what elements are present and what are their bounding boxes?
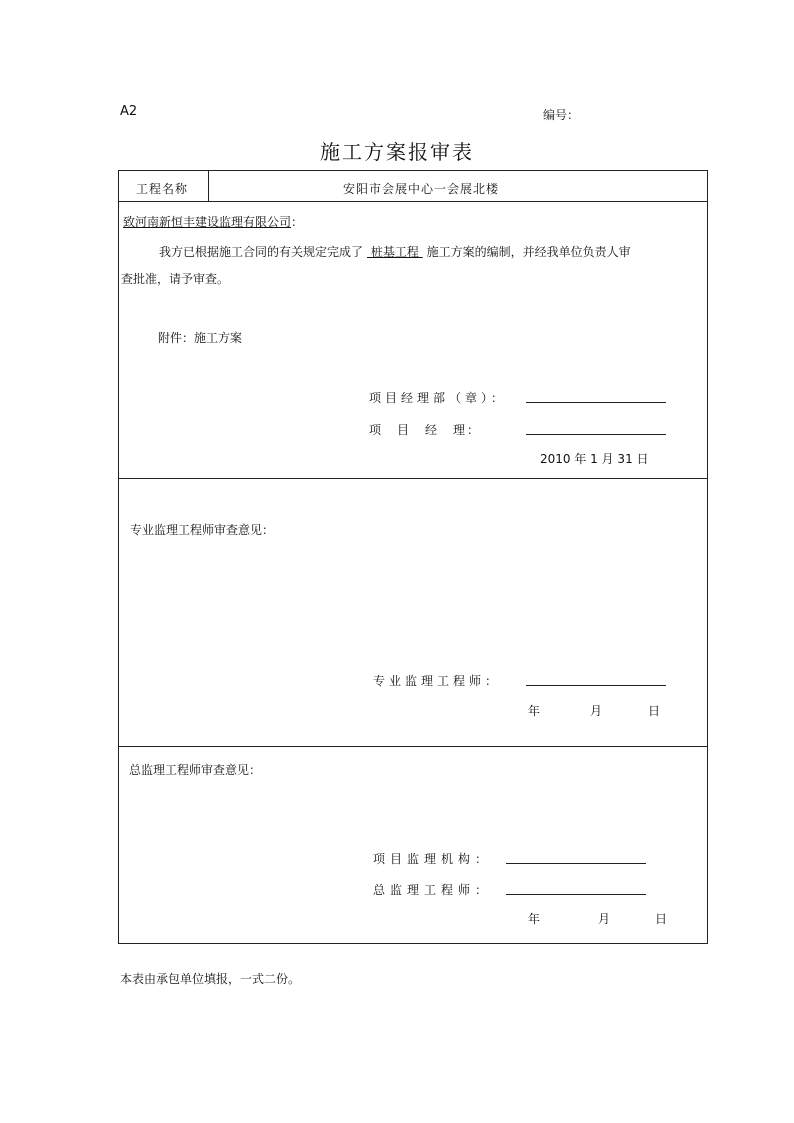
addressee-colon: ： <box>291 215 304 229</box>
specialist-date-year: 年 <box>528 704 541 718</box>
dept-signature-line[interactable] <box>526 402 666 403</box>
submission-date: 2010 年 1 月 31 日 <box>540 452 649 466</box>
attachment-note: 附件：施工方案 <box>158 331 243 345</box>
body-line-1-after: 施工方案的编制，并经我单位负责人审 <box>426 245 631 259</box>
chief-org-label: 项目监理机构： <box>373 852 493 866</box>
serial-number-label: 编号： <box>543 108 580 122</box>
chief-signature-line[interactable] <box>506 894 646 895</box>
col-divider-project <box>208 170 209 201</box>
specialist-date-month: 月 <box>590 704 603 718</box>
addressee: 致河南新恒丰建设监理有限公司 <box>123 215 292 229</box>
project-name-label: 工程名称 <box>136 182 189 196</box>
row-divider-submission <box>118 478 708 479</box>
body-line-2: 查批准，请予审查。 <box>121 272 230 286</box>
chief-signer-label: 总监理工程师： <box>373 883 493 897</box>
specialist-date-day: 日 <box>648 704 661 718</box>
specialist-signature-line[interactable] <box>526 685 666 686</box>
chief-org-signature-line[interactable] <box>506 863 646 864</box>
body-line-1-before: 我方已根据施工合同的有关规定完成了 <box>159 245 364 259</box>
dept-label: 项目经理部（章）： <box>369 391 508 405</box>
body-line-1 <box>159 243 631 260</box>
chief-date-month: 月 <box>598 912 611 926</box>
footnote: 本表由承包单位填报，一式二份。 <box>120 972 301 986</box>
document-title: 施工方案报审表 <box>320 140 474 164</box>
specialist-signer-label: 专业监理工程师： <box>373 674 502 688</box>
chief-review-heading: 总监理工程师审查意见： <box>129 763 262 777</box>
row-divider-specialist <box>118 746 708 747</box>
row-divider-project <box>118 201 708 202</box>
form-code: A2 <box>120 104 138 119</box>
specialist-review-heading: 专业监理工程师审查意见： <box>130 523 275 537</box>
body-line-1-project: 桩基工程 <box>367 245 423 259</box>
manager-label: 项 目 经 理： <box>369 423 482 437</box>
manager-signature-line[interactable] <box>526 434 666 435</box>
chief-date-year: 年 <box>528 912 541 926</box>
addressee-line <box>123 213 303 230</box>
chief-date-day: 日 <box>655 912 668 926</box>
project-name-value: 安阳市会展中心一会展北楼 <box>343 182 500 196</box>
